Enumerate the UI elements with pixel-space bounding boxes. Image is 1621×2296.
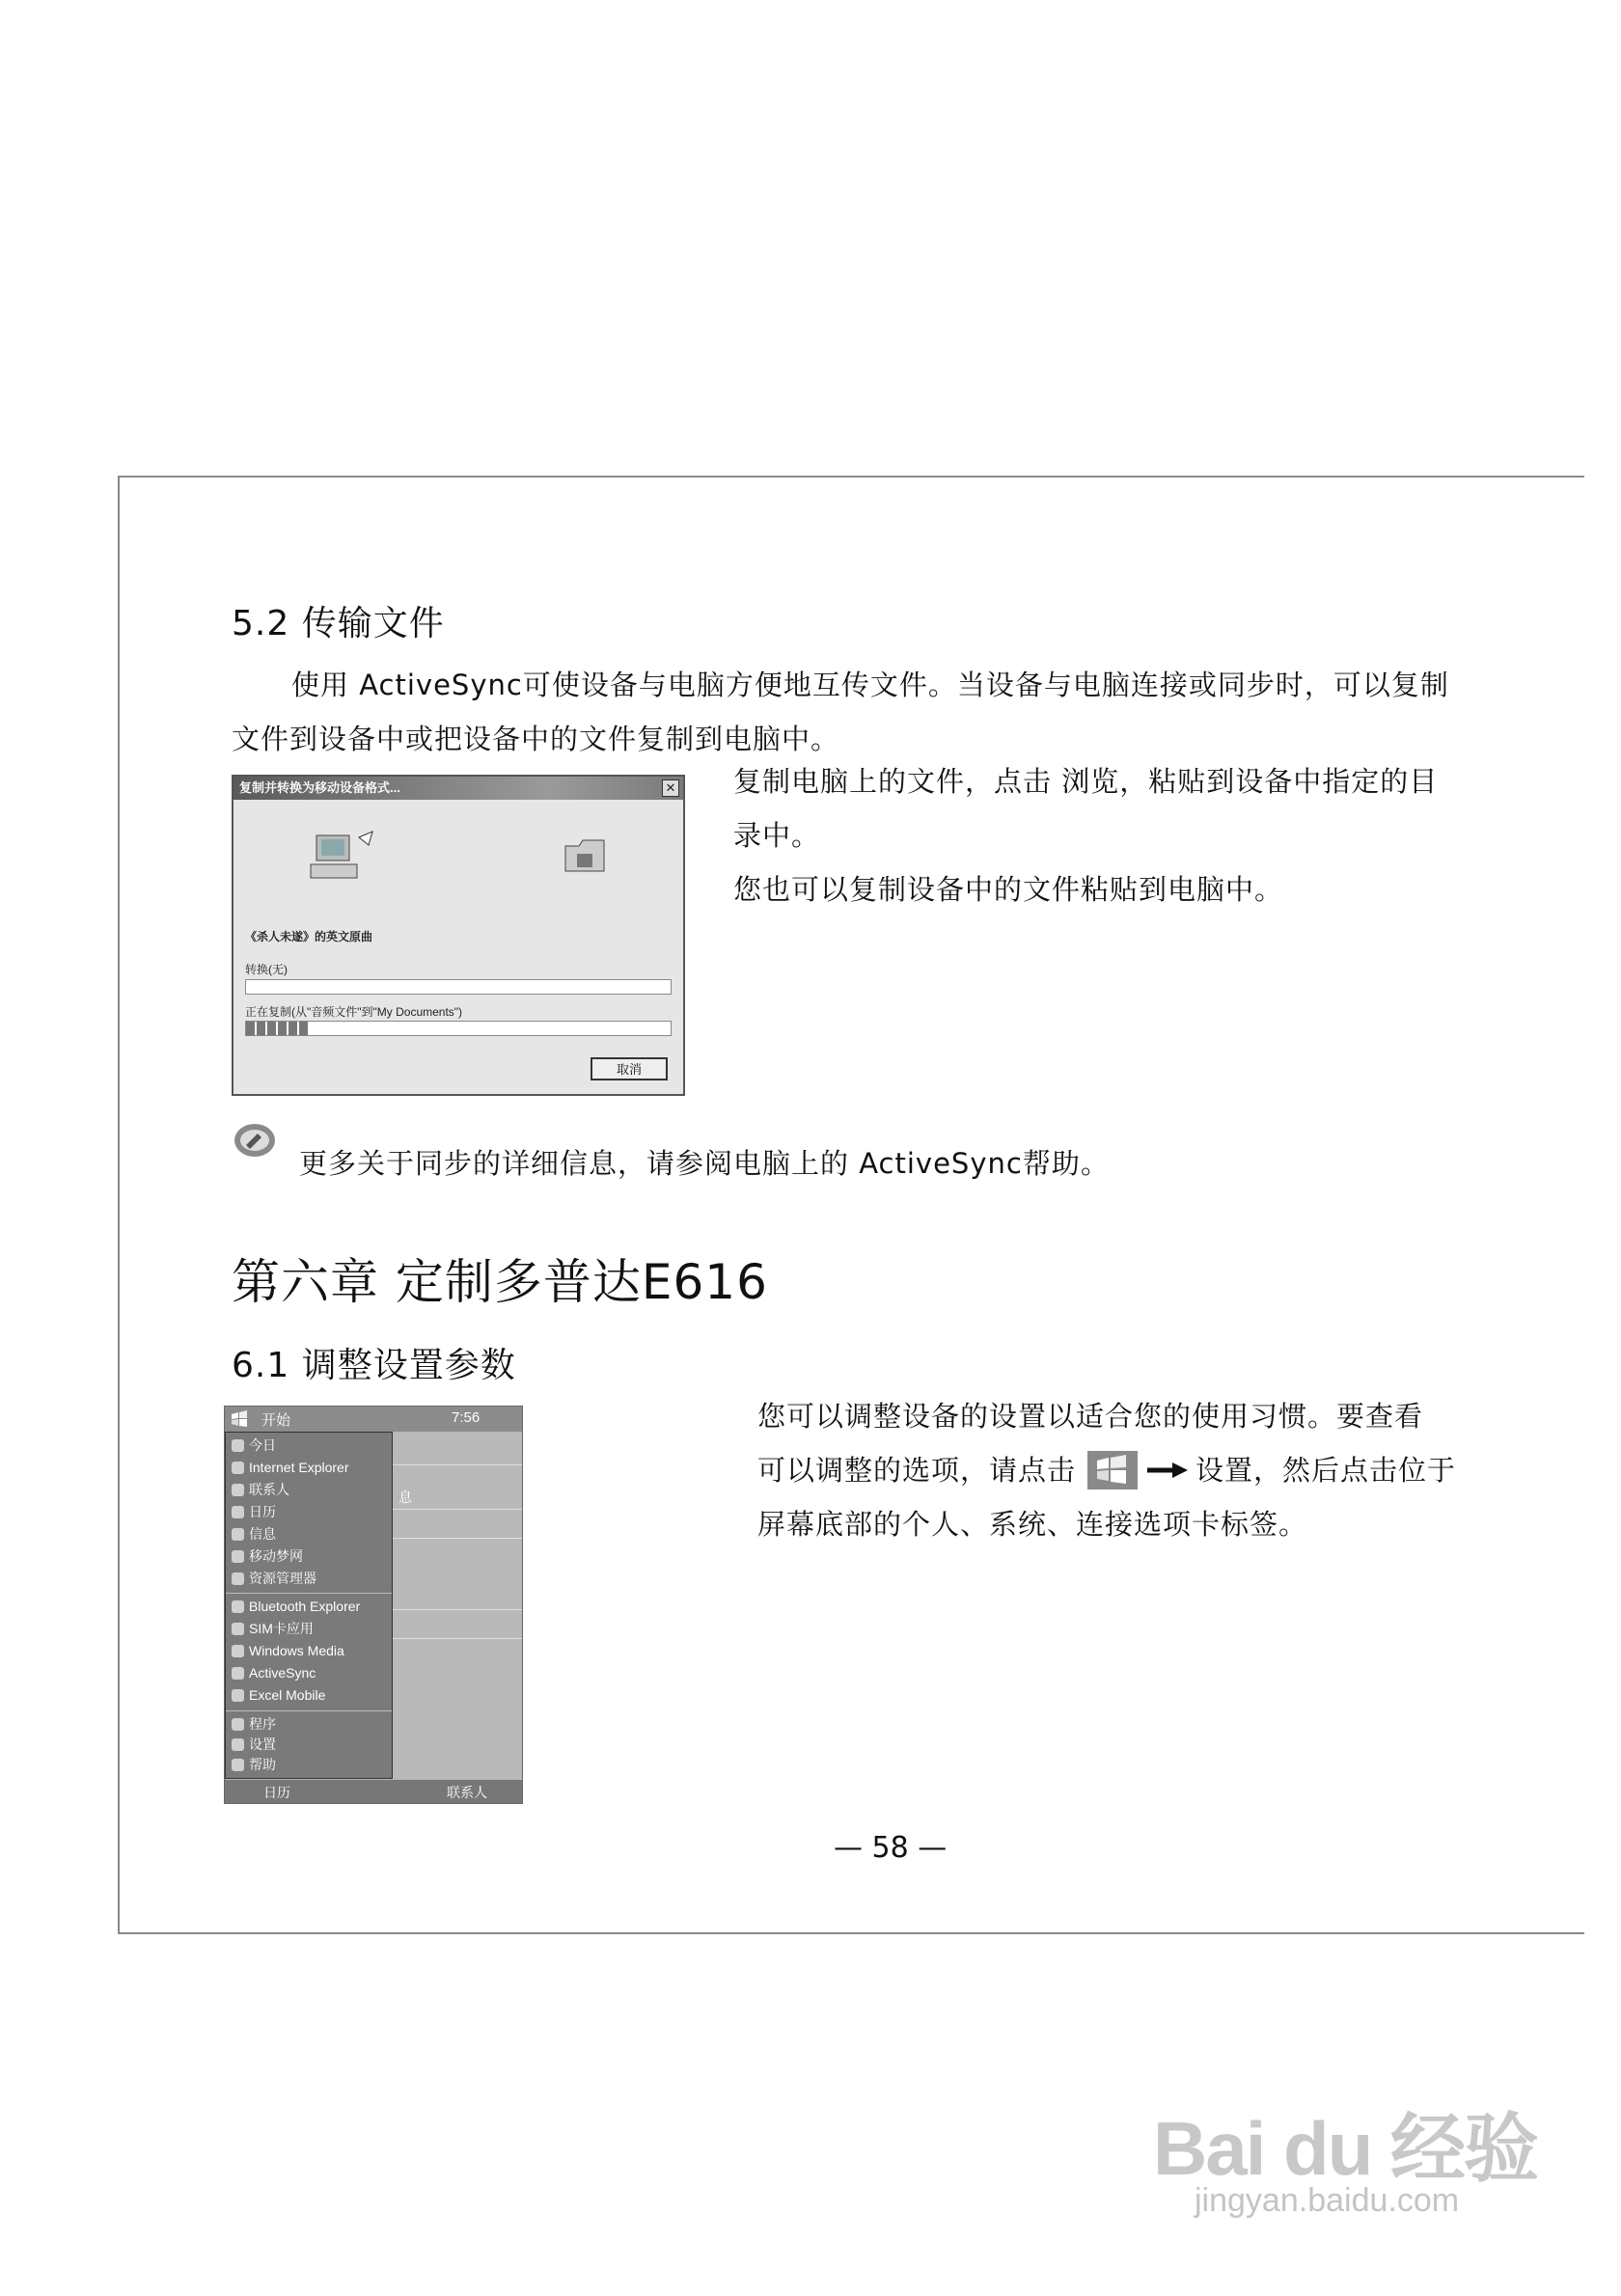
baidu-watermark-logo: Bai du 经验 (1153, 2106, 1538, 2191)
pda-clock: 7:56 (452, 1409, 481, 1426)
menu-separator (226, 1593, 392, 1594)
settings-line-2b: 设置，然后点击位于 (1195, 1454, 1457, 1487)
copy-progress-bar (245, 1021, 672, 1036)
computer-icon (309, 830, 376, 888)
convert-label: 转换(无) (245, 963, 288, 976)
menu-item[interactable]: 资源管理器 (232, 1568, 316, 1589)
side-line-3: 您也可以复制设备中的文件粘贴到电脑中。 (733, 873, 1284, 906)
pda-row-line (393, 1509, 523, 1510)
menu-item[interactable]: SIM卡应用 (232, 1618, 314, 1639)
pda-bg-text: 息 (398, 1490, 412, 1505)
section-intro (232, 658, 1525, 766)
settings-line-1: 您可以调整设备的设置以适合您的使用习惯。要查看 (757, 1400, 1424, 1433)
softkey-right[interactable]: 联系人 (447, 1785, 487, 1800)
pda-start-menu (225, 1432, 393, 1779)
pda-title-bar (225, 1407, 523, 1432)
menu-item[interactable]: 移动梦网 (232, 1545, 303, 1567)
settings-line-3: 屏幕底部的个人、系统、连接选项卡标签。 (757, 1508, 1308, 1541)
tip-text: 更多关于同步的详细信息，请参阅电脑上的 ActiveSync帮助。 (299, 1147, 1110, 1180)
side-line-2: 录中。 (733, 819, 821, 852)
intro-line-2: 文件到设备中或把设备中的文件复制到电脑中。 (232, 723, 840, 755)
section-heading-5-2: 5.2 传输文件 (232, 604, 445, 643)
settings-paragraph (757, 1389, 1520, 1551)
convert-progress-bar (245, 979, 672, 995)
pda-row-line (393, 1609, 523, 1610)
tip-icon (233, 1122, 277, 1159)
pda-softkey-bar (225, 1780, 523, 1803)
menu-item[interactable]: Excel Mobile (232, 1684, 325, 1706)
dialog-description (733, 754, 1505, 916)
menu-item[interactable]: Internet Explorer (232, 1457, 349, 1478)
page-number: — 58 — (834, 1831, 948, 1865)
start-button-icon (1087, 1451, 1138, 1490)
menu-item[interactable]: 帮助 (232, 1754, 276, 1775)
pda-row-line (393, 1638, 523, 1639)
close-icon: ✕ (662, 779, 679, 797)
menu-item[interactable]: 设置 (232, 1734, 276, 1755)
menu-item[interactable]: 联系人 (232, 1479, 289, 1500)
pda-row-line (393, 1538, 523, 1539)
softkey-left[interactable]: 日历 (263, 1785, 290, 1800)
copy-progress-fill (246, 1022, 310, 1035)
intro-line-1: 使用 ActiveSync可使设备与电脑方便地互传文件。当设备与电脑连接或同步时，可以复制 (291, 669, 1449, 701)
pda-row-line (393, 1464, 523, 1465)
folder-icon (562, 834, 610, 878)
copy-dialog-screenshot (232, 775, 685, 1096)
menu-item[interactable]: Windows Media (232, 1640, 344, 1661)
side-line-1: 复制电脑上的文件，点击 浏览，粘贴到设备中指定的目 (733, 765, 1439, 798)
menu-item[interactable]: Bluetooth Explorer (232, 1596, 360, 1617)
windows-flag-icon (230, 1410, 249, 1428)
menu-separator (226, 1710, 392, 1711)
cancel-button[interactable]: 取消 (591, 1057, 668, 1080)
settings-line-2 (757, 1443, 1520, 1497)
copying-label: 正在复制(从"音频文件"到"My Documents") (245, 1005, 463, 1019)
menu-item[interactable]: 信息 (232, 1523, 276, 1544)
menu-item[interactable]: 日历 (232, 1501, 276, 1522)
pda-start-label[interactable]: 开始 (261, 1412, 291, 1429)
chapter-title: 第六章 定制多普达E616 (232, 1254, 768, 1310)
baidu-watermark-url: jingyan.baidu.com (1195, 2182, 1460, 2219)
dialog-file-name: 《杀人未遂》的英文原曲 (245, 930, 373, 943)
menu-item[interactable]: 今日 (232, 1435, 276, 1456)
section-heading-6-1: 6.1 调整设置参数 (232, 1346, 516, 1385)
dialog-title: 复制并转换为移动设备格式... (234, 777, 683, 800)
pda-screenshot (224, 1406, 523, 1804)
frame-bottom-line (118, 1932, 1584, 1934)
settings-line-2a: 可以调整的选项，请点击 (757, 1454, 1077, 1487)
menu-item[interactable]: ActiveSync (232, 1662, 316, 1683)
frame-left-line (118, 476, 120, 1932)
frame-top-line (118, 476, 1584, 478)
arrow-right-icon (1145, 1461, 1190, 1480)
menu-item[interactable]: 程序 (232, 1713, 276, 1735)
